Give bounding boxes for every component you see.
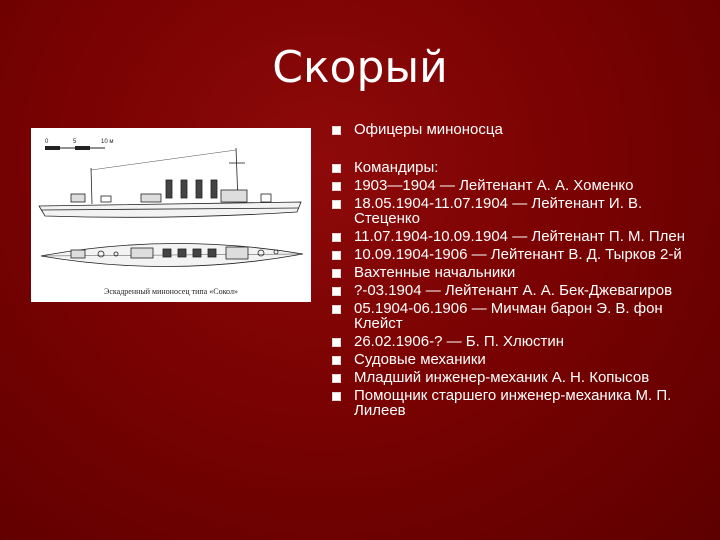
list-item — [332, 265, 702, 280]
bullet-icon — [332, 392, 341, 401]
list-item-text: 10.09.1904-1906 — Лейтенант В. Д. Тырков 2-й — [354, 246, 682, 263]
list-item — [332, 229, 702, 244]
scale-label-10: 10 м — [101, 139, 114, 145]
list-item-text: Командиры: — [354, 159, 439, 176]
list-item — [332, 178, 702, 193]
list-item-text: 05.1904-06.1906 — Мичман барон Э. В. фон Клейст — [354, 300, 663, 332]
list-item — [332, 334, 702, 349]
bullet-icon — [332, 374, 341, 383]
list-item-text: 26.02.1906-? — Б. П. Хлюстин — [354, 333, 565, 350]
ship-drawing-svg — [31, 128, 311, 302]
ship-plan-view — [41, 243, 303, 266]
list-item-text: 1903—1904 — Лейтенант А. А. Хоменко — [354, 177, 634, 194]
bullet-icon — [332, 200, 341, 209]
list-item-text: 18.05.1904-11.07.1904 — Лейтенант И. В. Стеценко — [354, 195, 643, 227]
bullet-icon — [332, 251, 341, 260]
bullet-icon — [332, 287, 341, 296]
list-item-text: ?-03.1904 — Лейтенант А. А. Бек-Джевагиров — [354, 282, 673, 299]
bullet-icon — [332, 269, 341, 278]
bullet-icon — [332, 164, 341, 173]
list-item-text: Судовые механики — [354, 351, 486, 368]
slide-title: Скорый — [272, 42, 448, 93]
image-caption: Эскадренный миноносец типа «Сокол» — [104, 287, 238, 296]
officer-list — [332, 122, 702, 421]
list-item — [332, 122, 702, 137]
bullet-icon — [332, 356, 341, 365]
list-item — [332, 301, 702, 331]
ship-drawing — [31, 128, 311, 302]
bullet-icon — [332, 305, 341, 314]
list-item-text: Помощник старшего инженер-механика М. П. Лилеев — [354, 387, 672, 419]
bullet-icon — [332, 126, 341, 135]
list-item — [332, 247, 702, 262]
ship-side-profile — [39, 148, 301, 217]
list-item — [332, 196, 702, 226]
list-item — [332, 283, 702, 298]
bullet-icon — [332, 233, 341, 242]
list-item — [332, 160, 702, 175]
list-item-text: Младший инженер-механик А. Н. Копысов — [354, 369, 650, 386]
scale-label-0: 0 — [45, 139, 49, 145]
list-item-text: Офицеры миноносца — [354, 121, 503, 138]
bullet-icon — [332, 338, 341, 347]
list-item-text: 11.07.1904-10.09.1904 — Лейтенант П. М. Плен — [354, 228, 686, 245]
list-item-text: Вахтенные начальники — [354, 264, 516, 281]
bullet-icon — [332, 182, 341, 191]
list-item — [332, 352, 702, 367]
list-item — [332, 388, 702, 418]
scale-bar — [45, 139, 113, 150]
scale-label-5: 5 — [73, 139, 77, 145]
list-item — [332, 370, 702, 385]
